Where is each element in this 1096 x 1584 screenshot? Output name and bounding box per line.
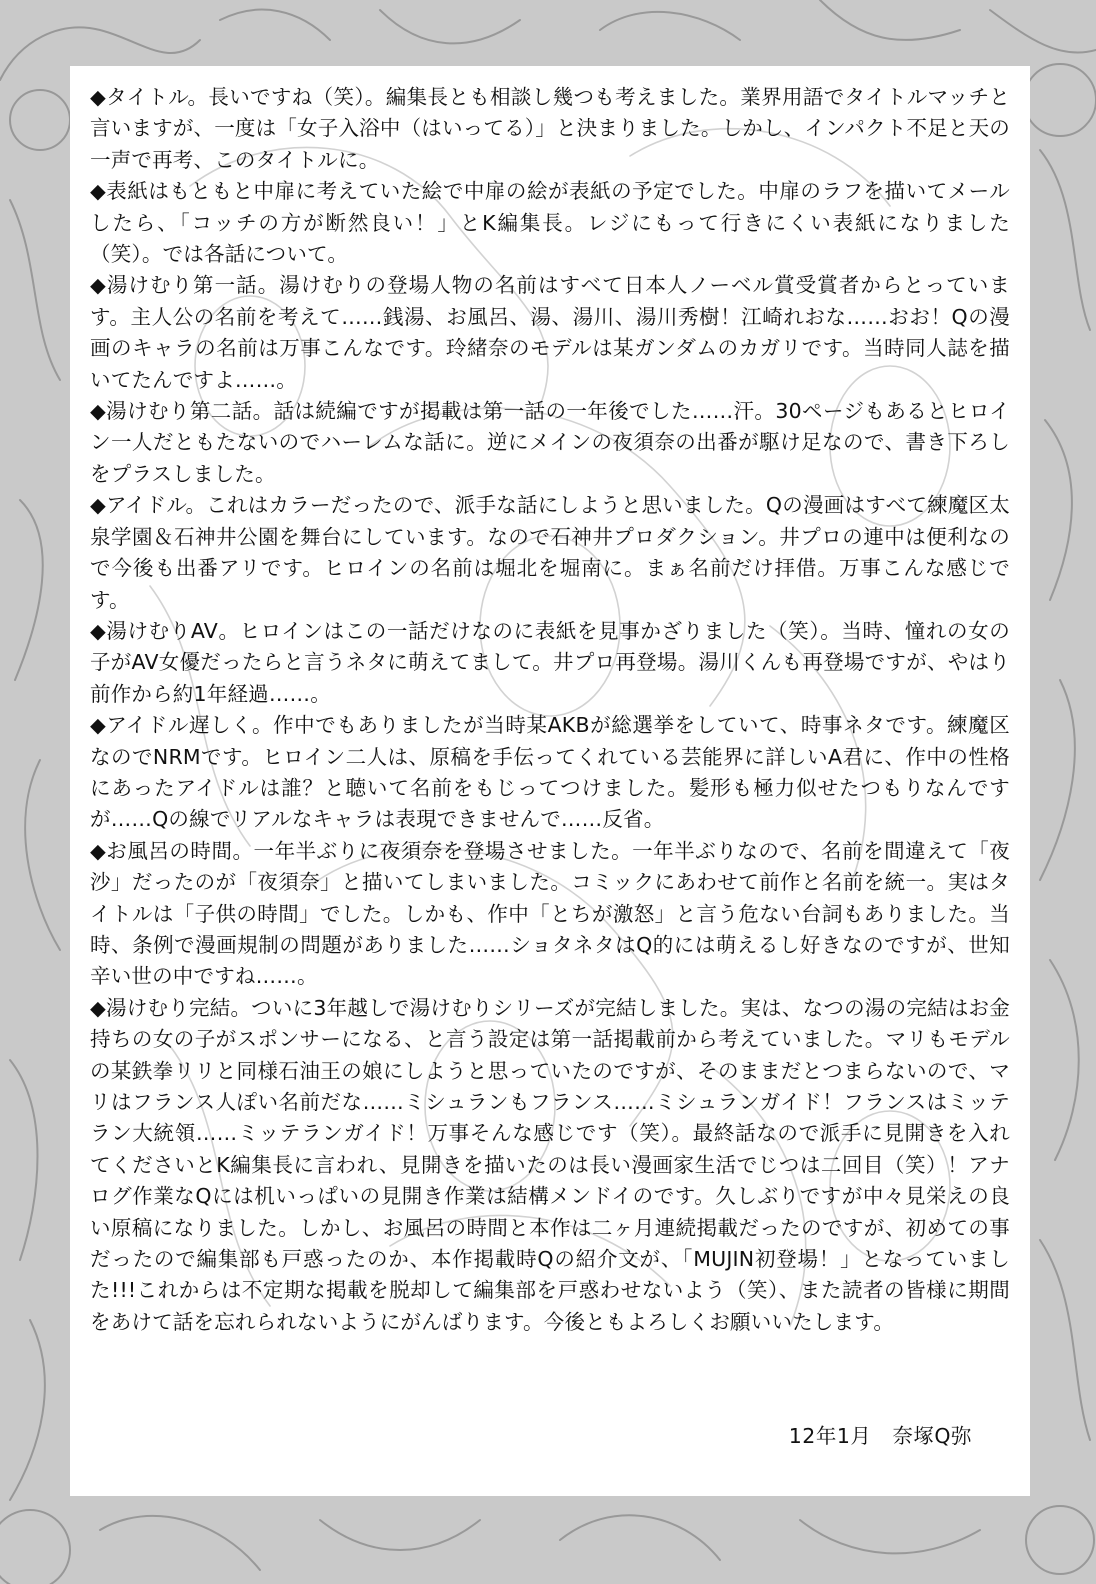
paragraph-yukemuri-1: ◆湯けむり第一話。湯けむりの登場人物の名前はすべて日本人ノーベル賞受賞者からとっています。主人公の名前を考えて……銭湯、お風呂、湯、湯川、湯川秀樹！江崎れおな……おお！Qの漫画のキャラの名前は万事こんなです。玲緒奈のモデルは某ガンダムのカガリです。当時同人誌を描いてたんですよ……。	[90, 273, 1010, 392]
afterword-text	[90, 82, 1010, 1338]
paragraph-bath-time: ◆お風呂の時間。一年半ぶりに夜須奈を登場させました。一年半ぶりなので、名前を間違えて「夜沙」だったのが「夜須奈」と描いてしまいました。コミックにあわせて前作と名前を統一。実はタイトルは「子供の時間」でした。しかも、作中「とちが激怒」と言う危ない台詞もありました。当時、条例で漫画規制の問題がありました……ショタネタはQ的には萌えるし好きなのですが、世知辛い世の中ですね……。	[90, 838, 1010, 989]
paragraph-yukemuri-2: ◆湯けむり第二話。話は続編ですが掲載は第一話の一年後でした……汗。30ページもあるとヒロイン一人だともたないのでハーレムな話に。逆にメインの夜須奈の出番が駆け足なので、書き下ろしをプラスしました。	[90, 399, 1010, 486]
signature-date: 12年1月 奈塚Q弥	[788, 1424, 972, 1448]
paragraph-yukemuri-av: ◆湯けむりAV。ヒロインはこの一話だけなのに表紙を見事かざりました（笑）。当時、憧れの女の子がAV女優だったらと言うネタに萌えてまして。井プロ再登場。湯川くんも再登場ですが、やはり前作から約1年経過……。	[90, 618, 1010, 706]
paragraph-idol-2: ◆アイドル遅しく。作中でもありましたが当時某AKBが総選挙をしていて、時事ネタです。練魔区なのでNRMです。ヒロイン二人は、原稿を手伝ってくれている芸能界に詳しいA君に、作中の性格にあったアイドルは誰？と聴いて名前をもじってつけました。髪形も極力似せたつもりなんですが……Qの線でリアルなキャラは表現できませんで……反省。	[90, 713, 1010, 832]
afterword-panel	[70, 66, 1030, 1496]
paragraph-yukemuri-final: ◆湯けむり完結。ついに3年越しで湯けむりシリーズが完結しました。実は、なつの湯の完結はお金持ちの女の子がスポンサーになる、と言う設定は第一話掲載前から考えていました。マリもモデルの某鉄拳リリと同様石油王の娘にしようと思っていたのですが、そのままだとつまらないので、マリはフランス人ぽい名前だな……ミシュランもフランス……ミシュランガイド！フランスはミッテラン大統領……ミッテランガイド！万事そんな感じです（笑）。最終話なので派手に見開きを入れてくださいとK編集長に言われ、見開きを描いたのは長い漫画家生活でじつは二回目（笑）！アナログ作業なQには机いっぱいの見開き作業は結構メンドイのです。久しぶりですが中々見栄えの良い原稿になりました。しかし、お風呂の時間と本作は二ヶ月連続掲載だったのですが、初めての事だったので編集部も戸惑ったのか、本作掲載時Qの紹介文が、「MUJIN初登場！」となっていました!!!これからは不定期な掲載を脱却して編集部を戸惑わせないよう（笑）、また読者の皆様に期間をあけて話を忘れられないようにがんばります。今後ともよろしくお願いいたします。	[90, 995, 1010, 1334]
paragraph-idol: ◆アイドル。これはカラーだったので、派手な話にしようと思いました。Qの漫画はすべて練魔区太泉学園＆石神井公園を舞台にしています。なので石神井プロダクション。井プロの連中は便利なので今後も出番アリです。ヒロインの名前は堀北を堀南に。まぁ名前だけ拝借。万事こんな感じです。	[90, 493, 1010, 612]
paragraph-cover: ◆表紙はもともと中扉に考えていた絵で中扉の絵が表紙の予定でした。中扉のラフを描いてメールしたら、「コッチの方が断然良い！」とK編集長。レジにもって行きにくい表紙になりました（笑）。では各話について。	[90, 179, 1010, 267]
paragraph-title: ◆タイトル。長いですね（笑）。編集長とも相談し幾つも考えました。業界用語でタイトルマッチと言いますが、一度は「女子入浴中（はいってる）」と決まりました。しかし、インパクト不足と天の一声で再考、このタイトルに。	[90, 85, 1010, 172]
